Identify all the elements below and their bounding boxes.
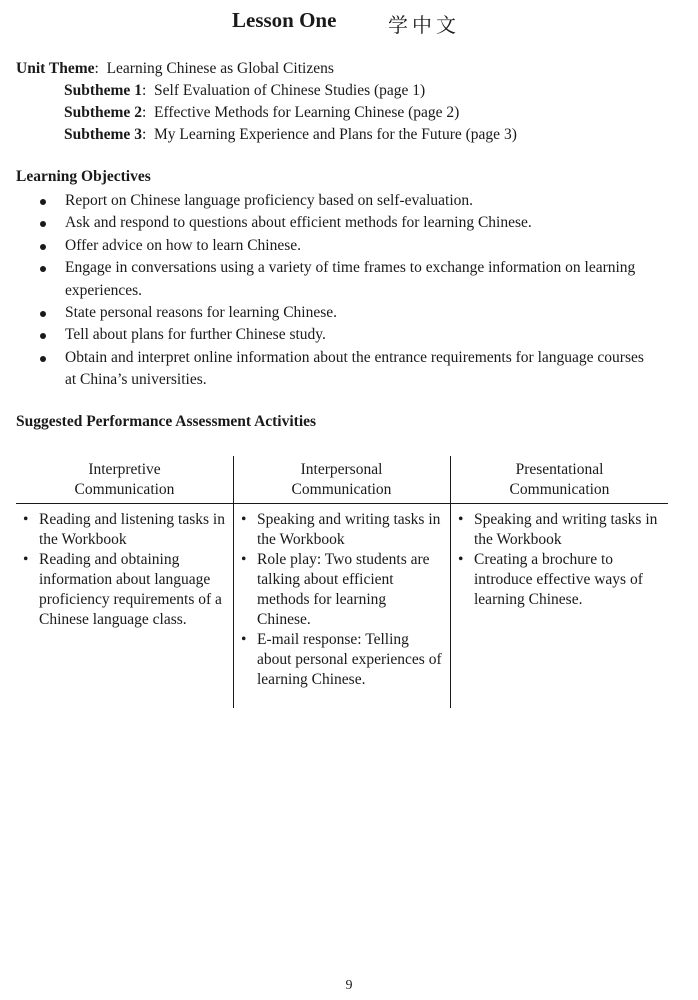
subtheme-1: Subtheme 1: Self Evaluation of Chinese Studies (page 1) (64, 82, 426, 99)
objective-text: Obtain and interpret online information about the entrance requirements for language courses at China’s universities. (65, 348, 644, 389)
subtheme-text: My Learning Experience and Plans for the Future (page 3) (154, 126, 517, 143)
list-item: • Reading and obtaining information about language proficiency requirements of a Chinese language class. (19, 550, 229, 630)
subtheme-text: Effective Methods for Learning Chinese (page 2) (154, 104, 460, 121)
presentational-cell (454, 510, 666, 610)
objective-text: State personal reasons for learning Chinese. (65, 304, 338, 322)
unit-theme-label: Unit Theme (16, 60, 95, 77)
subtheme-label: Subtheme 2 (64, 104, 142, 121)
page-number: 9 (345, 978, 353, 993)
table-divider (16, 503, 668, 504)
list-item: • Speaking and writing tasks in the Workbook (454, 510, 666, 550)
column-header-line: Interpersonal (300, 461, 383, 478)
column-header-line: Communication (509, 481, 610, 498)
bullet-icon (40, 356, 46, 362)
objective-text: Offer advice on how to learn Chinese. (65, 236, 302, 254)
column-header-presentational (451, 460, 668, 500)
title-row (0, 6, 698, 36)
bullet-icon (40, 311, 46, 317)
list-item (0, 324, 645, 346)
column-header-line: Presentational (515, 461, 604, 478)
list-item: • Reading and listening tasks in the Workbook (19, 510, 229, 550)
list-item (0, 347, 645, 392)
page-title: Lesson One (232, 8, 337, 32)
bullet-icon (40, 221, 46, 227)
subtheme-2: Subtheme 2: Effective Methods for Learning Chinese (page 2) (64, 104, 460, 121)
objective-text: Ask and respond to questions about efficient methods for learning Chinese. (65, 214, 532, 232)
subtheme-text: Self Evaluation of Chinese Studies (page 1) (154, 82, 426, 99)
list-item (0, 235, 645, 257)
list-item (0, 190, 645, 212)
unit-theme: Unit Theme: Learning Chinese as Global Citizens (16, 60, 334, 77)
list-item: • Speaking and writing tasks in the Workbook (237, 510, 443, 550)
assessment-table (16, 456, 668, 708)
column-header-interpersonal (233, 460, 450, 500)
list-item: • Role play: Two students are talking about efficient methods for learning Chinese. (237, 550, 443, 630)
unit-theme-text: Learning Chinese as Global Citizens (106, 60, 334, 77)
column-header-interpretive (16, 460, 233, 500)
bullet-icon (40, 244, 46, 250)
subtheme-3: Subtheme 3: My Learning Experience and Plans for the Future (page 3) (64, 126, 517, 143)
objectives-list (0, 190, 698, 392)
column-header-line: Communication (291, 481, 392, 498)
bullet-icon (40, 333, 46, 339)
interpersonal-cell (237, 510, 443, 690)
page-title-chinese: 学中文 (388, 13, 460, 37)
bullet-icon (40, 199, 46, 205)
bullet-icon (40, 266, 46, 272)
list-item: • E-mail response: Telling about personal experiences of learning Chinese. (237, 630, 443, 690)
list-item: • Creating a brochure to introduce effective ways of learning Chinese. (454, 550, 666, 610)
interpretive-cell (19, 510, 229, 630)
column-header-line: Interpretive (88, 461, 161, 478)
subtheme-label: Subtheme 3 (64, 126, 142, 143)
list-item (0, 257, 645, 302)
list-item (0, 212, 645, 234)
column-divider (450, 456, 451, 708)
objective-text: Report on Chinese language proficiency based on self-evaluation. (65, 192, 474, 209)
list-item (0, 302, 645, 324)
objectives-heading: Learning Objectives (16, 168, 151, 185)
objective-text: Engage in conversations using a variety of time frames to exchange information on learning experiences. (65, 259, 636, 299)
column-divider (233, 456, 234, 708)
column-header-line: Communication (74, 481, 175, 498)
objective-text: Tell about plans for further Chinese study. (65, 326, 326, 344)
assessment-heading: Suggested Performance Assessment Activities (16, 413, 317, 430)
subtheme-label: Subtheme 1 (64, 82, 142, 99)
